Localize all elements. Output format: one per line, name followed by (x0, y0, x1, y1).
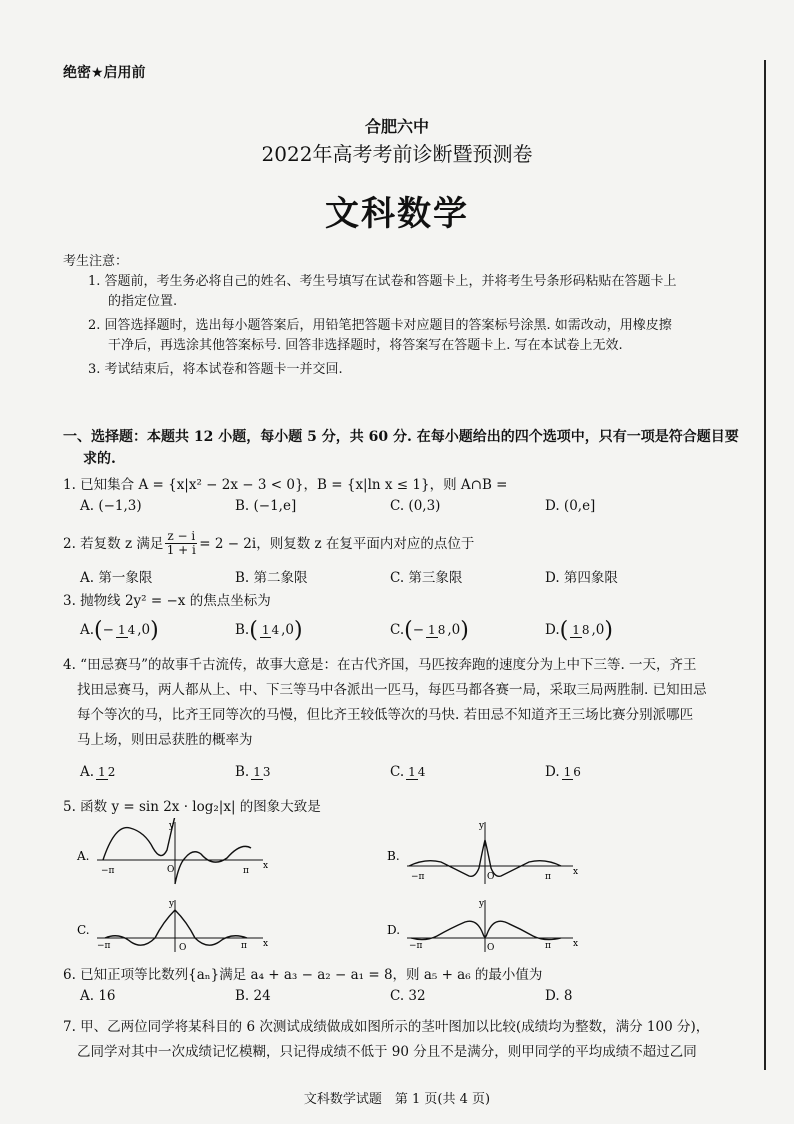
option: B.( 1 4 ,0) (235, 618, 303, 643)
option: B. (−1,e] (235, 498, 297, 514)
svg-text:O: O (167, 865, 175, 875)
option: D. 第四象限 (545, 570, 618, 586)
q3-options (80, 618, 680, 643)
notice-line: 3. 考试结束后，将本试卷和答题卡一并交回. (88, 362, 343, 377)
svg-text:y: y (169, 821, 175, 831)
option: C. (0,3) (390, 498, 441, 514)
svg-text:−π: −π (97, 941, 111, 951)
school-name: 合肥六中 (364, 117, 429, 136)
svg-text:x: x (573, 939, 579, 949)
svg-text:B.: B. (387, 849, 400, 863)
option: A. (−1,3) (80, 498, 142, 514)
option: A. 16 (80, 988, 116, 1004)
q1-stem: 1. 已知集合 A = {x|x² − 2x − 3 < 0}，B = {x|ln x ≤ 1}，则 A∩B = (63, 477, 508, 493)
page-footer: 文科数学试题 第 1 页(共 4 页) (303, 1092, 491, 1107)
svg-text:π: π (241, 941, 247, 951)
option: D. 8 (545, 988, 573, 1004)
graph-c (75, 898, 275, 954)
option: A. 1 2 (80, 764, 116, 780)
svg-text:A.: A. (77, 849, 90, 863)
option: C. 1 4 (390, 764, 426, 780)
svg-text:C.: C. (77, 923, 90, 937)
svg-text:π: π (545, 941, 551, 951)
svg-text:x: x (573, 867, 579, 877)
option: D.( 1 8 ,0) (545, 618, 613, 643)
svg-text:O: O (487, 872, 495, 882)
q1-options (80, 498, 660, 514)
secret-mark: 绝密★启用前 (63, 65, 146, 81)
q4-stem: 4. “田忌赛马”的故事千古流传，故事大意是：在古代齐国，马匹按奔跑的速度分为上中下三等. 一天，齐王 找田忌赛马，两人都从上、中、下三等马中各派出一匹马，每匹马都各赛一局，采取三局两胜制. 已知田忌 每个等次的马，比齐王同等次的马慢，但比齐王较低等次的马快. 若田忌不知道齐王三场比赛分别派哪匹 马上场，则田忌获胜的概率为 (63, 657, 707, 748)
svg-text:−π: −π (409, 941, 423, 951)
svg-text:π: π (545, 872, 551, 882)
q2-options (80, 566, 660, 586)
svg-text:y: y (169, 899, 175, 909)
q5-stem: 5. 函数 y = sin 2x · log₂|x| 的图象大致是 (63, 799, 321, 815)
q6-stem: 6. 已知正项等比数列{aₙ}满足 a₄ + a₃ − a₂ − a₁ = 8，则 a₅ + a₆ 的最小值为 (63, 967, 543, 983)
option: D. (0,e] (545, 498, 596, 514)
svg-text:O: O (179, 943, 187, 953)
exam-title: 2022年高考考前诊断暨预测卷 (261, 142, 533, 166)
svg-text:y: y (479, 899, 485, 909)
svg-text:O: O (487, 943, 495, 953)
fraction: $\frac{z - i}{1 + i}$ (166, 529, 196, 557)
q7-stem: 7. 甲、乙两位同学将某科目的 6 次测试成绩做成如图所示的茎叶图加以比较(成绩均为整数，满分 100 分)， 乙同学对其中一次成绩记忆模糊，只记得成绩不低于 90 分且不是满分，则甲同学的平均成绩不超过乙同 (63, 1019, 710, 1060)
option: C.(− 1 8 ,0) (390, 618, 469, 643)
option: A. 第一象限 (80, 570, 153, 586)
graph-d (385, 898, 585, 954)
graph-b (385, 818, 585, 886)
subject-title: 文科数学 (325, 194, 469, 234)
option: D. 1 6 (545, 764, 581, 780)
q4-options (80, 764, 680, 780)
section-heading: 一、选择题：本题共 12 小题，每小题 5 分，共 60 分. 在每小题给出的四个选项中，只有一项是符合题目要 求的. (63, 429, 739, 467)
notice-line: 2. 回答选择题时，选出每小题答案后，用铅笔把答题卡对应题目的答案标号涂黑. 如需改动，用橡皮擦 (88, 318, 672, 333)
svg-text:π: π (243, 866, 249, 876)
svg-text:−π: −π (101, 866, 115, 876)
svg-text:y: y (479, 821, 485, 831)
svg-text:D.: D. (387, 923, 401, 937)
option: C. 第三象限 (390, 570, 463, 586)
notice-line: 干净后，再选涂其他答案标号. 回答非选择题时，将答案写在答题卡上. 写在本试卷上无效. (108, 338, 623, 353)
option: B. 24 (235, 988, 271, 1004)
q6-options (80, 988, 660, 1004)
option: C. 32 (390, 988, 426, 1004)
notice-line: 1. 答题前，考生务必将自己的姓名、考生号填写在试卷和答题卡上，并将考生号条形码粘贴在答题卡上 (88, 274, 677, 289)
svg-text:x: x (263, 861, 269, 871)
option: A.(− 1 4 ,0) (80, 618, 159, 643)
q2-stem: 2. 若复数 z 满足 $\frac{z - i}{1 + i}$ = 2 − 2i，则复数 z 在复平面内对应的点位于 (63, 529, 475, 557)
option: B. 第二象限 (235, 570, 308, 586)
svg-text:−π: −π (411, 872, 425, 882)
notice-line: 的指定位置. (108, 294, 178, 309)
graph-a (75, 818, 275, 886)
svg-text:x: x (263, 939, 269, 949)
notice-title: 考生注意： (63, 254, 129, 269)
option: B. 1 3 (235, 764, 271, 780)
q3-stem: 3. 抛物线 2y² = −x 的焦点坐标为 (63, 593, 271, 609)
